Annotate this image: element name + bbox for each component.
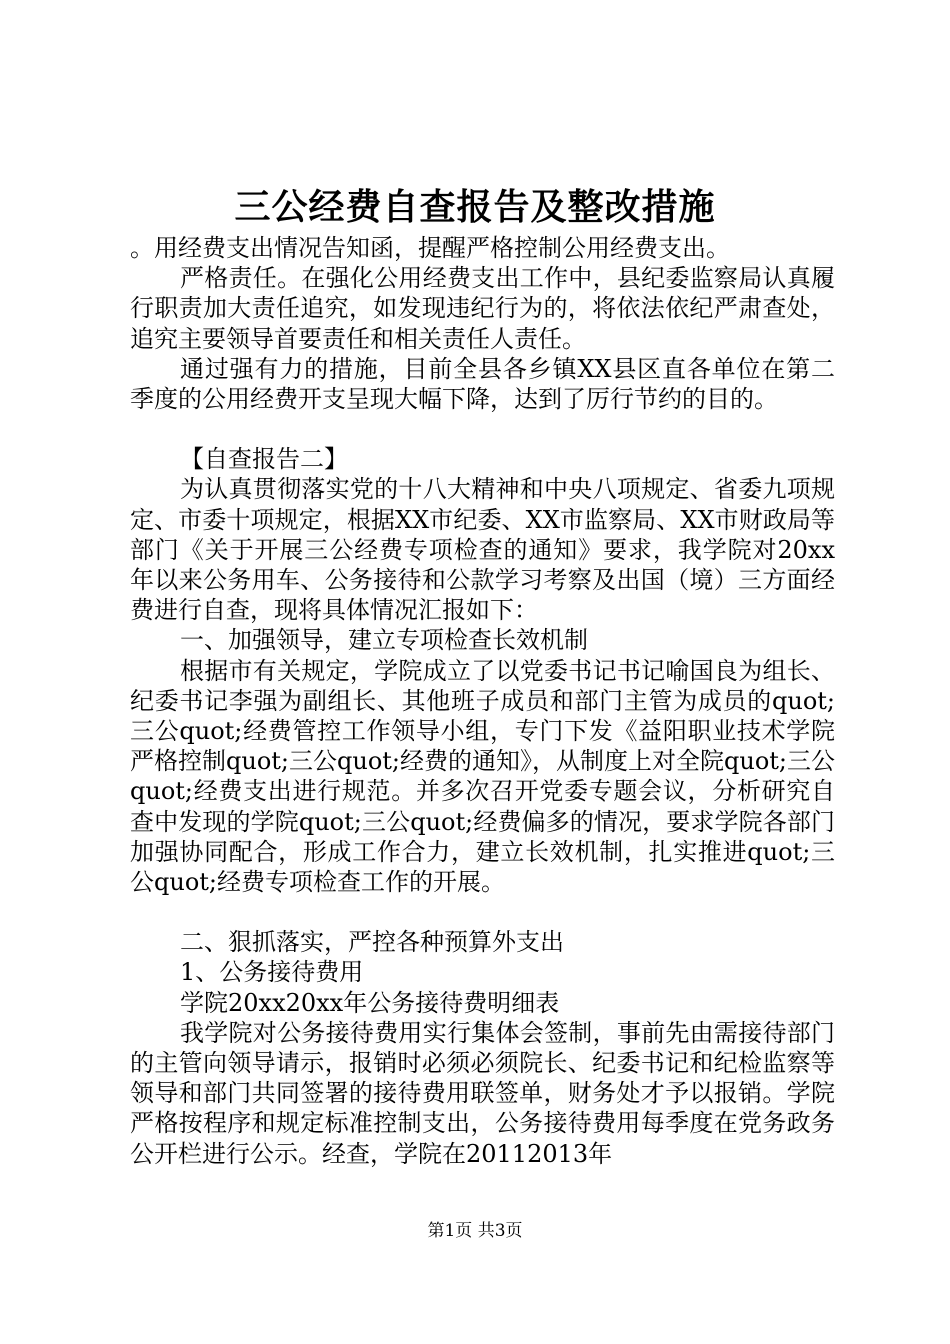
paragraph-result: 通过强有力的措施，目前全县各乡镇XX县区直各单位在第二季度的公用经费开支呈现大幅下降，达到了厉行节约的目的。 — [130, 354, 835, 414]
section-heading-report-two: 【自查报告二】 — [180, 445, 348, 474]
paragraph-gap — [130, 897, 835, 927]
section-heading-leadership: 一、加强领导，建立专项检查长效机制 — [180, 626, 588, 655]
paragraph-gap — [130, 414, 835, 444]
document-title: 三公经费自查报告及整改措施 — [234, 186, 716, 228]
paragraph-responsibility: 严格责任。在强化公用经费支出工作中，县纪委监察局认真履行职责加大责任追究，如发现违纪行为的，将依法依纪严肃查处，追究主要领导首要责任和相关责任人责任。 — [130, 264, 835, 353]
paragraph-reception: 我学院对公务接待费用实行集体会签制，事前先由需接待部门的主管向领导请示，报销时必须必须院长、纪委书记和纪检监察等领导和部门共同签署的接待费用联签单，财务处才予以报销。学院严格按程序和规定标准控制支出，公务接待费用每季度在党务政务公开栏进行公示。经查，学院在20112013年 — [130, 1018, 835, 1168]
section-heading-implementation: 二、狠抓落实，严控各种预算外支出 — [180, 928, 564, 957]
paragraph-notice: 。用经费支出情况告知函，提醒严格控制公用经费支出。 — [130, 234, 730, 262]
page-footer: 第1页 共3页 — [427, 1221, 523, 1241]
paragraph-intro: 为认真贯彻落实党的十八大精神和中央八项规定、省委九项规定、市委十项规定，根据XX市纪委、XX市监察局、XX市财政局等部门《关于开展三公经费专项检查的通知》要求，我学院对20xx年以来公务用车、公务接待和公款学习考察及出国（境）三方面经费进行自查，现将具体情况汇报如下： — [130, 475, 835, 625]
document-body — [130, 233, 835, 1169]
subsection-heading-reception: 1、公务接待费用 — [180, 958, 364, 987]
paragraph-leadership: 根据市有关规定，学院成立了以党委书记书记喻国良为组长、纪委书记李强为副组长、其他班子成员和部门主管为成员的quot;三公quot;经费管控工作领导小组，专门下发《益阳职业技术学院严格控制quot;三公quot;经费的通知》，从制度上对全院quot;三公quot;经费支出进行规范。并多次召开党委专题会议，分析研究自查中发现的学院quot;三公quot;经费偏多的情况，要求学院各部门加强协同配合，形成工作合力，建立长效机制，扎实推进quot;三公quot;经费专项检查工作的开展。 — [130, 656, 835, 897]
table-caption-reception: 学院20xx20xx年公务接待费明细表 — [180, 988, 560, 1017]
